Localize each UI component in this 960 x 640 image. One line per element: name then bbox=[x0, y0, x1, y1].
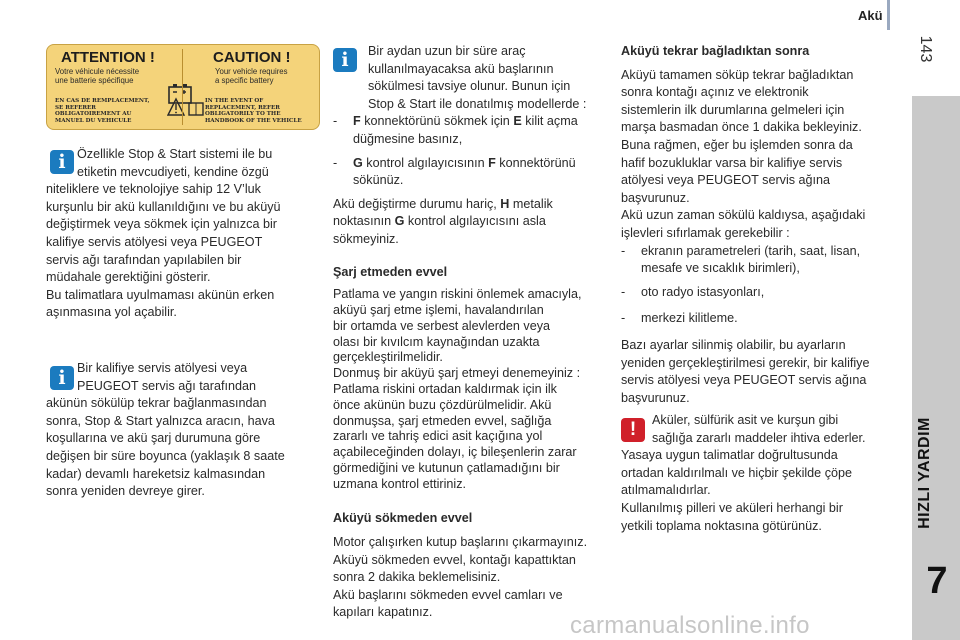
sticker-notice-line: OBLIGATORILY TO THE bbox=[205, 111, 281, 118]
key-letter: G bbox=[394, 214, 405, 229]
text-line: işlevleri sıfırlamak gerekebilir : bbox=[621, 225, 790, 240]
sticker-title-en: CAUTION ! bbox=[213, 49, 291, 66]
key-letter: H bbox=[500, 196, 510, 211]
text-line: Donmuş bir aküyü şarj etmeyi denemeyiniz : bbox=[333, 366, 581, 381]
text-line: sökmeyiniz. bbox=[333, 231, 399, 246]
section-heading-charging: Şarj etmeden evvel bbox=[333, 264, 448, 279]
text-line: koşullarına ve akü şarj durumuna göre bbox=[46, 431, 261, 446]
text-line: niteliklere ve teknolojiye sahip 12 V’luk bbox=[46, 182, 261, 197]
text-line: Bu talimatlara uyulmaması akünün erken bbox=[46, 287, 275, 302]
list-dash: - bbox=[621, 243, 626, 258]
text-line: Bazı ayarlar silinmiş olabilir, bu ayarların bbox=[621, 337, 846, 352]
list-dash: - bbox=[333, 155, 338, 170]
text-line: servis ağı tarafından yapılabilen bir bbox=[46, 252, 242, 267]
text-line: Aküyü sökmeden evvel, kontağı kapattıktan bbox=[333, 552, 576, 567]
list-item-g-sensor bbox=[333, 155, 611, 190]
text-line: marşa basmadan önce 1 dakika bekleyiniz. bbox=[621, 120, 862, 135]
sticker-notice-en bbox=[205, 98, 302, 124]
text-line: yeniden gerçekleştirilmesi gerekir, bir kalifiye bbox=[621, 355, 870, 370]
text-line: kadar) devamlı hareketsiz kalmasından bbox=[46, 466, 266, 481]
text-line: müdahale gerektiğini gösterir. bbox=[46, 270, 211, 285]
text-line: zararlı ve tahriş edici asit kaçığına yol bbox=[333, 429, 543, 444]
text-line: bir ortamda ve serbest alevlerden veya bbox=[333, 318, 551, 333]
text-span: konnektörünü sökmek için bbox=[360, 114, 514, 129]
text-line: atölyesi veya PEUGEOT servis ağına bbox=[621, 173, 831, 188]
text-line: Akü uzun zaman sökülü kaldıysa, aşağıdaki bbox=[621, 208, 866, 223]
text-line: sonra kontağı açınız ve elektronik bbox=[621, 85, 809, 100]
text-line: görmediğini ve kutunun çatlamadığını bir bbox=[333, 460, 560, 475]
list-dash: - bbox=[333, 114, 338, 129]
warning-note-battery-disposal bbox=[621, 412, 901, 535]
column-3 bbox=[621, 43, 901, 407]
text-line: Aküler, sülfürik asit ve kurşun gibi bbox=[652, 413, 839, 427]
manual-warning-icon bbox=[167, 97, 207, 119]
list-item-display bbox=[621, 243, 901, 278]
text-line: servis atölyesi veya PEUGEOT servis ağına bbox=[621, 373, 867, 388]
text-span: kontrol algılayıcısını asla bbox=[404, 214, 546, 229]
header-divider bbox=[887, 0, 890, 30]
text-span: Akü değiştirme durumu hariç, bbox=[333, 196, 501, 211]
text-line: değiştirmek veya sökmek için yalnızca bir bbox=[46, 217, 277, 232]
text-line: mesafe ve sıcaklık birimleri), bbox=[641, 261, 800, 276]
text-line: kalifiye servis atölyesi veya PEUGEOT bbox=[46, 234, 263, 249]
text-line: ortadan kaldırılmalı ve hiçbir şekilde çöpe bbox=[621, 465, 852, 480]
sticker-subtitle-fr-line: une batterie spécifique bbox=[55, 76, 134, 85]
text-line: Özellikle Stop & Start sistemi ile bu bbox=[77, 147, 273, 161]
text-line: sökülmesi tavsiye olunur. Bunun için bbox=[368, 79, 571, 94]
text-line: gerçekleştirilmelidir. bbox=[333, 350, 443, 365]
sticker-subtitle-en-line: Your vehicle requires bbox=[215, 67, 288, 76]
key-letter: F bbox=[488, 155, 496, 170]
sticker-subtitle-fr bbox=[55, 67, 139, 85]
list-dash: - bbox=[621, 284, 626, 299]
text-line: Yasaya uygun talimatlar doğrultusunda bbox=[621, 448, 838, 463]
text-line: değişen bir süre boyunca (yaklaşık 8 saate bbox=[46, 448, 285, 463]
text-line: Patlama ve yangın riskini önlemek amacıyla, bbox=[333, 287, 582, 302]
chapter-title: HIZLI YARDIM bbox=[916, 417, 933, 529]
sticker-title-fr: ATTENTION ! bbox=[61, 49, 155, 66]
text-line: Patlama riskini ortadan kaldırmak için ilk bbox=[333, 381, 557, 396]
sticker-notice-line: OBLIGATOIREMENT AU bbox=[55, 111, 132, 118]
text-line: sonra yeniden devreye girer. bbox=[46, 484, 205, 499]
text-line: donmuşsa, şarj etmeden evvel, sağlığa bbox=[333, 413, 552, 428]
sticker-notice-line: SE REFERER bbox=[55, 104, 96, 111]
sticker-subtitle-en-line: a specific battery bbox=[215, 76, 274, 85]
text-line bbox=[333, 196, 611, 214]
text-line: Bir kalifiye servis atölyesi veya bbox=[77, 361, 248, 375]
info-icon: i bbox=[333, 48, 357, 72]
text-span: kilit açma bbox=[521, 114, 578, 129]
text-line: kapıları kapatınız. bbox=[333, 605, 433, 620]
text-line: sonra 2 dakika beklemelisiniz. bbox=[333, 570, 501, 585]
text-span: kontrol algılayıcısının bbox=[362, 155, 489, 170]
text-line: atılmamalıdırlar. bbox=[621, 483, 711, 498]
text-span: konnektörünü bbox=[495, 155, 576, 170]
sticker-notice-line: EN CAS DE REMPLACEMENT, bbox=[55, 98, 150, 104]
text-line: yetkili toplama noktasına götürünüz. bbox=[621, 518, 822, 533]
info-note-stop-start bbox=[46, 146, 316, 322]
text-line: akünün sökülüp tekrar bağlanmasından bbox=[46, 396, 267, 411]
section-heading-reconnect: Aküyü tekrar bağladıktan sonra bbox=[621, 44, 810, 58]
text-line bbox=[333, 213, 611, 231]
text-line: kurşunlu bir akü kullanıldığını ve bu aküyü bbox=[46, 199, 281, 214]
page-header-title: Akü bbox=[858, 8, 883, 23]
text-line: uzmana kontrol ettiriniz. bbox=[333, 476, 466, 491]
chapter-number: 7 bbox=[926, 560, 948, 602]
sticker-subtitle-fr-line: Votre véhicule nécessite bbox=[55, 67, 140, 76]
sticker-subtitle-en bbox=[215, 67, 288, 85]
list-item-radio bbox=[621, 284, 901, 302]
info-icon: i bbox=[50, 150, 74, 174]
text-line: Buna rağmen, eğer bu işlemden sonra da bbox=[621, 137, 853, 152]
sticker-notice-line: HANDBOOK OF THE VEHICLE bbox=[205, 117, 302, 124]
text-line: Akü başlarını sökmeden evvel camları ve bbox=[333, 587, 563, 602]
text-line: sağlığa zararlı maddeler ihtiva ederler. bbox=[652, 430, 866, 445]
warning-icon: ! bbox=[621, 418, 645, 442]
column-2 bbox=[333, 43, 611, 622]
battery-warning-sticker bbox=[46, 44, 320, 130]
text-line: aşınmasına yol açabilir. bbox=[46, 305, 177, 320]
text-span: metalik bbox=[509, 196, 553, 211]
text-line: olası bir kıvılcım kaynağından uzakta bbox=[333, 334, 540, 349]
text-line: sökünüz. bbox=[353, 173, 404, 188]
page-number: 143 bbox=[917, 35, 934, 63]
watermark: carmanualsonline.info bbox=[570, 612, 810, 639]
text-line: açabileceğinden dolayı, iç bileşenlerin zarar bbox=[333, 445, 577, 460]
text-line: başvurunuz. bbox=[621, 190, 690, 205]
sticker-notice-line: MANUEL DU VEHICULE bbox=[55, 117, 132, 124]
text-line: aküyü şarj etme işlemi, havalandırılan bbox=[333, 302, 544, 317]
text-line: oto radyo istasyonları, bbox=[641, 284, 765, 299]
text-line: PEUGEOT servis ağı tarafından bbox=[77, 378, 256, 393]
text-line: önce akünün buzu çözdürülmelidir. Akü bbox=[333, 397, 552, 412]
text-line: sistemlerin ilk durumlarına gelmeleri için bbox=[621, 102, 845, 117]
text-line: Bir aydan uzun bir süre araç bbox=[368, 44, 526, 58]
key-letter: F bbox=[353, 114, 361, 129]
sticker-notice-fr bbox=[55, 98, 150, 124]
text-line: hafif bozukluklar varsa bir kalifiye servis bbox=[621, 155, 843, 170]
text-line: etiketin mevcudiyeti, kendine özgü bbox=[77, 164, 269, 179]
text-line: ekranın parametreleri (tarih, saat, lisan, bbox=[641, 243, 861, 258]
info-icon: i bbox=[50, 366, 74, 390]
text-span: noktasının bbox=[333, 214, 395, 229]
text-line: Stop & Start ile donatılmış modellerde : bbox=[368, 96, 587, 111]
sticker-divider bbox=[182, 49, 183, 125]
text-line: sonra, Stop & Start yalnızca aracın, hava bbox=[46, 413, 275, 428]
sticker-notice-line: REPLACEMENT, REFER bbox=[205, 104, 280, 111]
text-line: düğmesine basınız, bbox=[353, 131, 463, 146]
key-letter: E bbox=[513, 114, 522, 129]
text-line: Aküyü tamamen söküp tekrar bağladıktan bbox=[621, 67, 854, 82]
sticker-notice-line: IN THE EVENT OF bbox=[205, 98, 264, 104]
section-heading-removal: Aküyü sökmeden evvel bbox=[333, 511, 473, 526]
text-line: Motor çalışırken kutup başlarını çıkarmayınız. bbox=[333, 535, 588, 550]
list-item-central-locking bbox=[621, 310, 901, 328]
text-line: Kullanılmış pilleri ve aküleri herhangi bir bbox=[621, 500, 843, 515]
list-item-f-connector bbox=[333, 113, 611, 148]
charging-text bbox=[333, 287, 611, 492]
text-line: merkezi kilitleme. bbox=[641, 311, 738, 326]
text-line: kullanılmayacaksa akü başlarının bbox=[368, 61, 554, 76]
key-letter: G bbox=[353, 155, 363, 170]
text-line: başvurunuz. bbox=[621, 390, 690, 405]
list-dash: - bbox=[621, 311, 626, 326]
info-note-restart bbox=[46, 360, 316, 501]
